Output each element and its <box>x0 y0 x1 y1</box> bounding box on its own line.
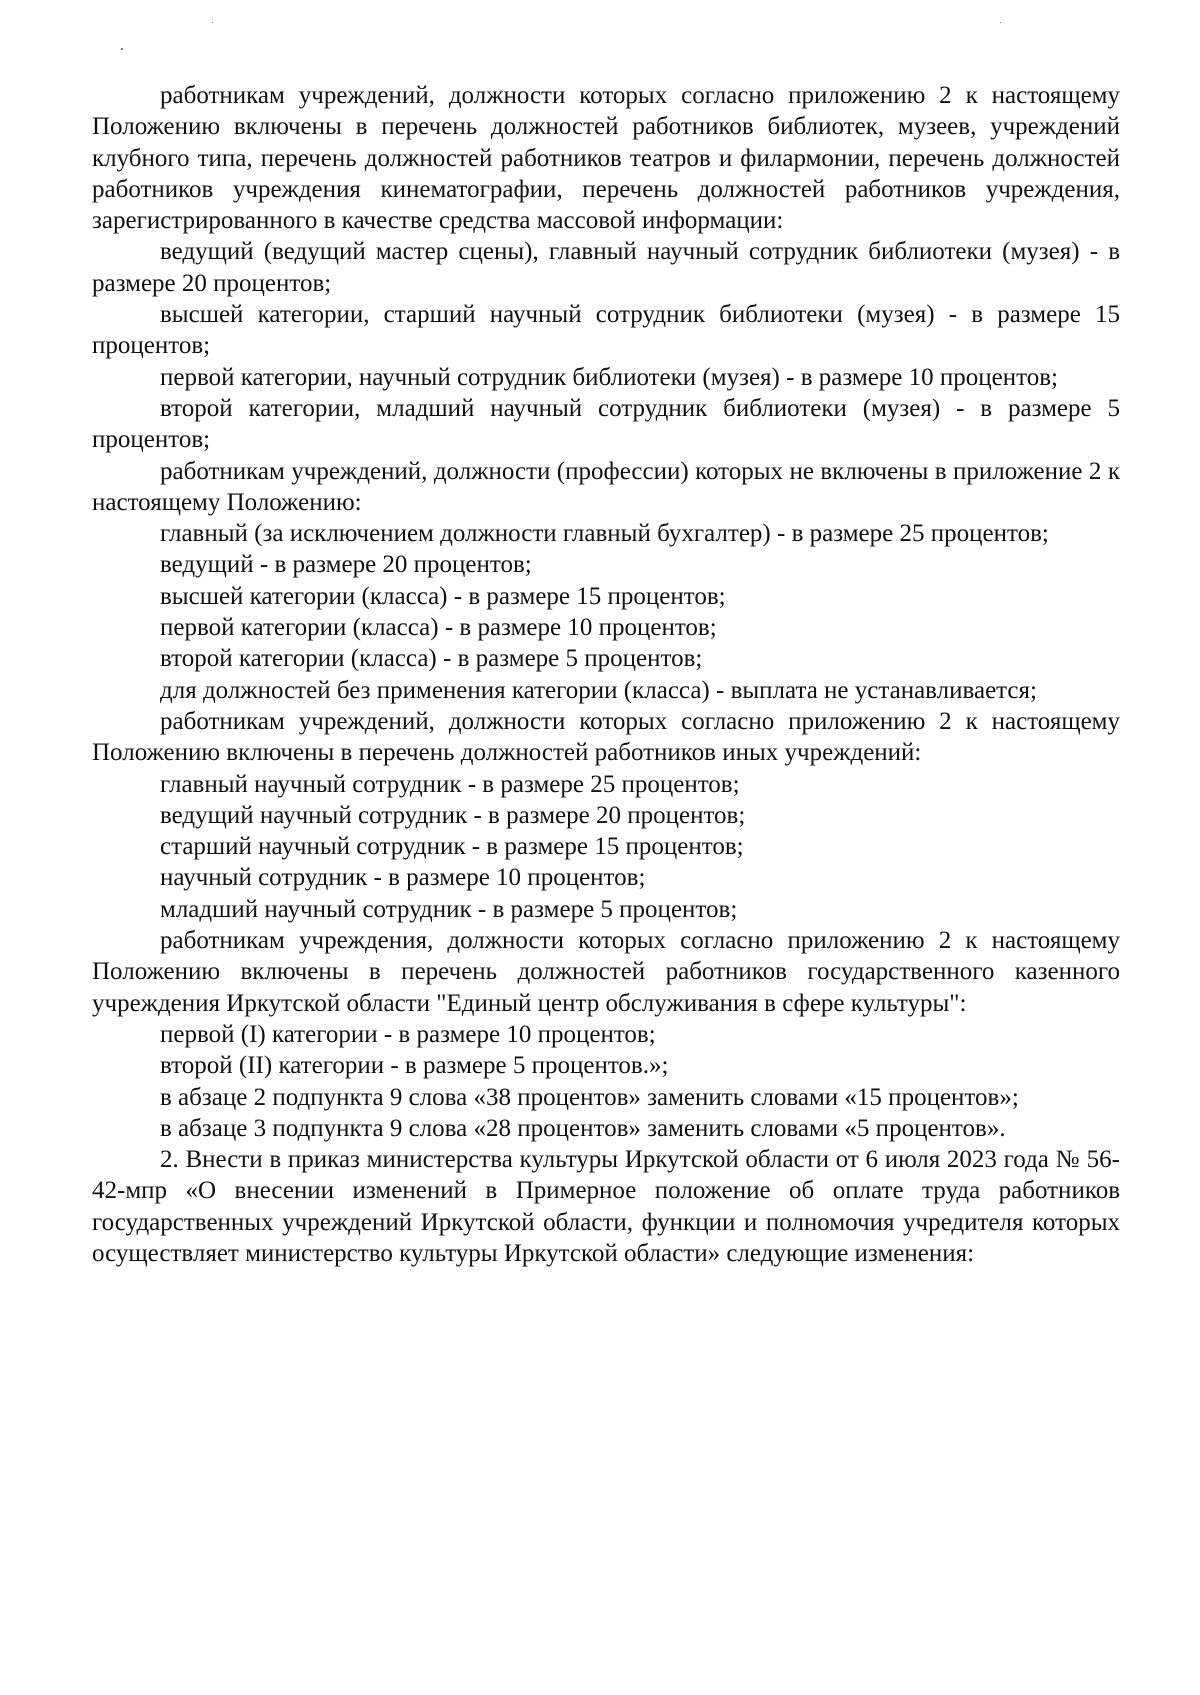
paragraph: второй (II) категории - в размере 5 процентов.»; <box>160 1052 669 1080</box>
scan-dot-mark <box>1000 22 1001 23</box>
paragraph: работникам учреждений, должности которых согласно приложению 2 к настоящему Положению включены в перечень должностей работников иных учреждений: <box>92 707 1120 767</box>
paragraph: для должностей без применения категории (класса) - выплата не устанавливается; <box>160 676 1037 704</box>
paragraph: высшей категории (класса) - в размере 15 процентов; <box>160 582 726 610</box>
paragraph: в абзаце 3 подпункта 9 слова «28 процентов» заменить словами «5 процентов». <box>160 1114 1006 1142</box>
paragraph: высшей категории, старший научный сотрудник библиотеки (музея) - в размере 15 процентов; <box>92 301 1120 360</box>
paragraph: старший научный сотрудник - в размере 15 процентов; <box>160 833 744 861</box>
paragraph: главный (за исключением должности главный бухгалтер) - в размере 25 процентов; <box>160 520 1049 548</box>
paragraph: в абзаце 2 подпункта 9 слова «38 процентов» заменить словами «15 процентов»; <box>160 1083 1019 1111</box>
paragraph: первой категории, научный сотрудник библиотеки (музея) - в размере 10 процентов; <box>160 363 1058 391</box>
paragraph: научный сотрудник - в размере 10 процентов; <box>160 864 646 892</box>
paragraph: ведущий - в размере 20 процентов; <box>160 551 532 579</box>
paragraph: работникам учреждения, должности которых согласно приложению 2 к настоящему Положению включены в перечень должностей работников государственного казенного учреждения Иркутской области "Единый центр обслуживания в сфере культуры": <box>92 927 1120 1017</box>
paragraph: младший научный сотрудник - в размере 5 процентов; <box>160 895 738 923</box>
paragraph: первой категории (класса) - в размере 10 процентов; <box>160 614 717 642</box>
paragraph: работникам учреждений, должности которых согласно приложению 2 к настоящему Положению включены в перечень должностей работников библиотек, музеев, учреждений клубного типа, перечень должностей работников театров и филармонии, перечень должностей работников учреждения кинематографии, перечень должностей работников учреждения, зарегистрированного в качестве средства массовой информации: <box>92 82 1120 235</box>
paragraph: второй категории, младший научный сотрудник библиотеки (музея) - в размере 5 процентов; <box>92 394 1120 454</box>
paragraph: ведущий научный сотрудник - в размере 20 процентов; <box>160 801 746 829</box>
paragraph: главный научный сотрудник - в размере 25 процентов; <box>160 770 740 798</box>
paragraph: 2. Внести в приказ министерства культуры Иркутской области от 6 июля 2023 года № 56-42-мпр «О внесении изменений в Примерное положение об оплате труда работников государственных учреждений Иркутской области, функции и полномочия учредителя которых осуществляет министерство культуры Иркутской области» следующие изменения: <box>92 1146 1120 1267</box>
paragraph: первой (I) категории - в размере 10 процентов; <box>160 1020 656 1048</box>
scan-dot-mark <box>121 48 123 50</box>
paragraph: работникам учреждений, должности (профессии) которых не включены в приложение 2 к настоящему Положению: <box>92 457 1120 516</box>
paragraph: второй категории (класса) - в размере 5 процентов; <box>160 645 703 673</box>
scan-dot-mark <box>212 22 213 23</box>
paragraph: ведущий (ведущий мастер сцены), главный научный сотрудник библиотеки (музея) - в размере 20 процентов; <box>92 238 1120 297</box>
document-body <box>92 80 1120 1269</box>
